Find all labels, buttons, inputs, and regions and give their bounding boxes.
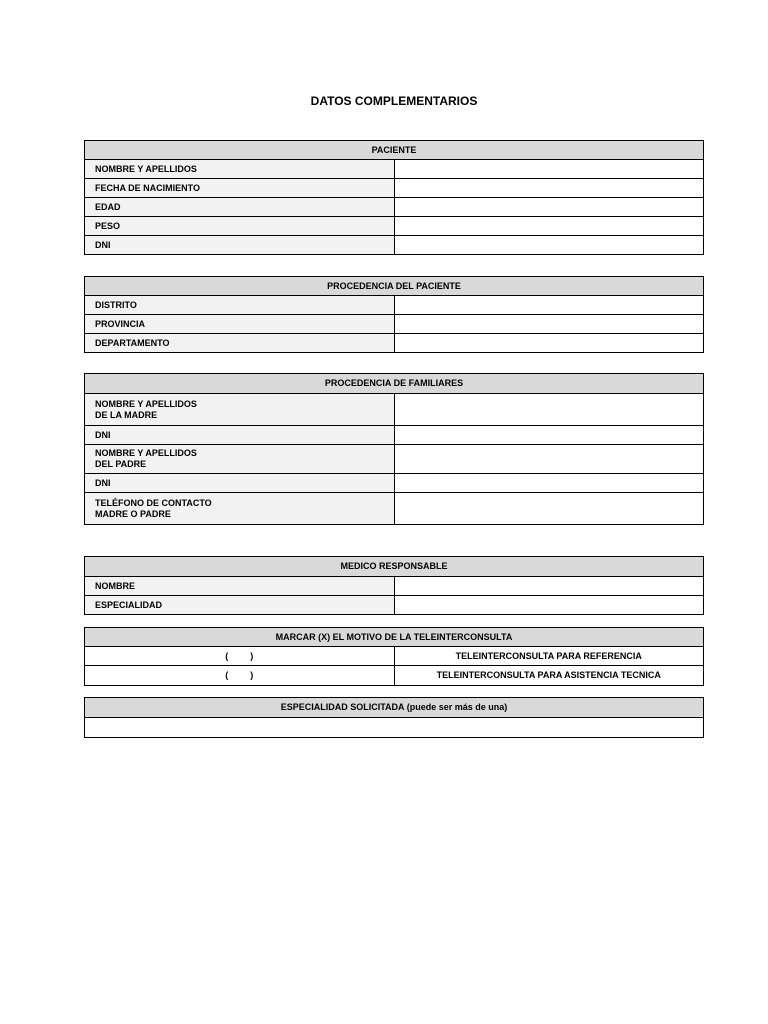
nombre-padre-label bbox=[85, 445, 395, 474]
distrito-label: DISTRITO bbox=[85, 296, 395, 315]
nombre-apellidos-field[interactable] bbox=[394, 160, 704, 179]
nombre-padre-label-line1: NOMBRE Y APELLIDOS bbox=[95, 448, 197, 458]
motivo-referencia-label: TELEINTERCONSULTA PARA REFERENCIA bbox=[394, 647, 704, 666]
medico-header: MEDICO RESPONSABLE bbox=[85, 557, 704, 577]
peso-field[interactable] bbox=[394, 217, 704, 236]
peso-label: PESO bbox=[85, 217, 395, 236]
procedencia-familiares-header: PROCEDENCIA DE FAMILIARES bbox=[85, 374, 704, 394]
paciente-header: PACIENTE bbox=[85, 141, 704, 160]
paren-open: ( bbox=[225, 650, 229, 661]
especialidad-solicitada-table bbox=[84, 697, 704, 738]
telefono-contacto-field[interactable] bbox=[394, 493, 704, 525]
motivo-table bbox=[84, 627, 704, 686]
especialidad-solicitada-title: ESPECIALIDAD SOLICITADA bbox=[280, 702, 405, 712]
distrito-field[interactable] bbox=[394, 296, 704, 315]
medico-nombre-label: NOMBRE bbox=[85, 577, 395, 596]
nombre-apellidos-label: NOMBRE Y APELLIDOS bbox=[85, 160, 395, 179]
motivo-asistencia-checkbox[interactable] bbox=[85, 666, 395, 686]
departamento-field[interactable] bbox=[394, 334, 704, 353]
telefono-contacto-label-line1: TELÉFONO DE CONTACTO bbox=[95, 497, 212, 508]
paren-close: ) bbox=[250, 670, 254, 680]
especialidad-solicitada-field[interactable] bbox=[85, 718, 704, 738]
especialidad-solicitada-note: (puede ser más de una) bbox=[406, 702, 508, 712]
motivo-header: MARCAR (X) EL MOTIVO DE LA TELEINTERCONSULTA bbox=[85, 628, 704, 647]
paren-open: ( bbox=[225, 670, 229, 680]
edad-field[interactable] bbox=[394, 198, 704, 217]
procedencia-paciente-header: PROCEDENCIA DEL PACIENTE bbox=[85, 277, 704, 296]
medico-table bbox=[84, 556, 704, 615]
nombre-madre-label bbox=[85, 394, 395, 426]
fecha-nacimiento-label: FECHA DE NACIMIENTO bbox=[85, 179, 395, 198]
telefono-contacto-label-line2: MADRE O PADRE bbox=[95, 508, 171, 519]
provincia-field[interactable] bbox=[394, 315, 704, 334]
nombre-padre-label-line2: DEL PADRE bbox=[95, 459, 147, 469]
procedencia-familiares-table bbox=[84, 373, 704, 525]
especialidad-solicitada-header bbox=[85, 698, 704, 718]
dni-label: DNI bbox=[85, 236, 395, 255]
motivo-asistencia-label: TELEINTERCONSULTA PARA ASISTENCIA TECNICA bbox=[394, 666, 704, 686]
paciente-table bbox=[84, 140, 704, 255]
nombre-madre-field[interactable] bbox=[394, 394, 704, 426]
motivo-referencia-checkbox[interactable] bbox=[85, 647, 395, 666]
paren-close: ) bbox=[250, 650, 254, 661]
fecha-nacimiento-field[interactable] bbox=[394, 179, 704, 198]
nombre-madre-label-line2: DE LA MADRE bbox=[95, 409, 158, 420]
edad-label: EDAD bbox=[85, 198, 395, 217]
nombre-madre-label-line1: NOMBRE Y APELLIDOS bbox=[95, 398, 197, 409]
medico-especialidad-field[interactable] bbox=[394, 596, 704, 615]
provincia-label: PROVINCIA bbox=[85, 315, 395, 334]
dni-madre-label: DNI bbox=[85, 426, 395, 445]
departamento-label: DEPARTAMENTO bbox=[85, 334, 395, 353]
nombre-padre-field[interactable] bbox=[394, 445, 704, 474]
medico-especialidad-label: ESPECIALIDAD bbox=[85, 596, 395, 615]
dni-padre-label: DNI bbox=[85, 474, 395, 493]
dni-madre-field[interactable] bbox=[394, 426, 704, 445]
dni-field[interactable] bbox=[394, 236, 704, 255]
procedencia-paciente-table bbox=[84, 276, 704, 353]
dni-padre-field[interactable] bbox=[394, 474, 704, 493]
document-title: DATOS COMPLEMENTARIOS bbox=[310, 94, 478, 108]
medico-nombre-field[interactable] bbox=[394, 577, 704, 596]
telefono-contacto-label bbox=[85, 493, 395, 525]
